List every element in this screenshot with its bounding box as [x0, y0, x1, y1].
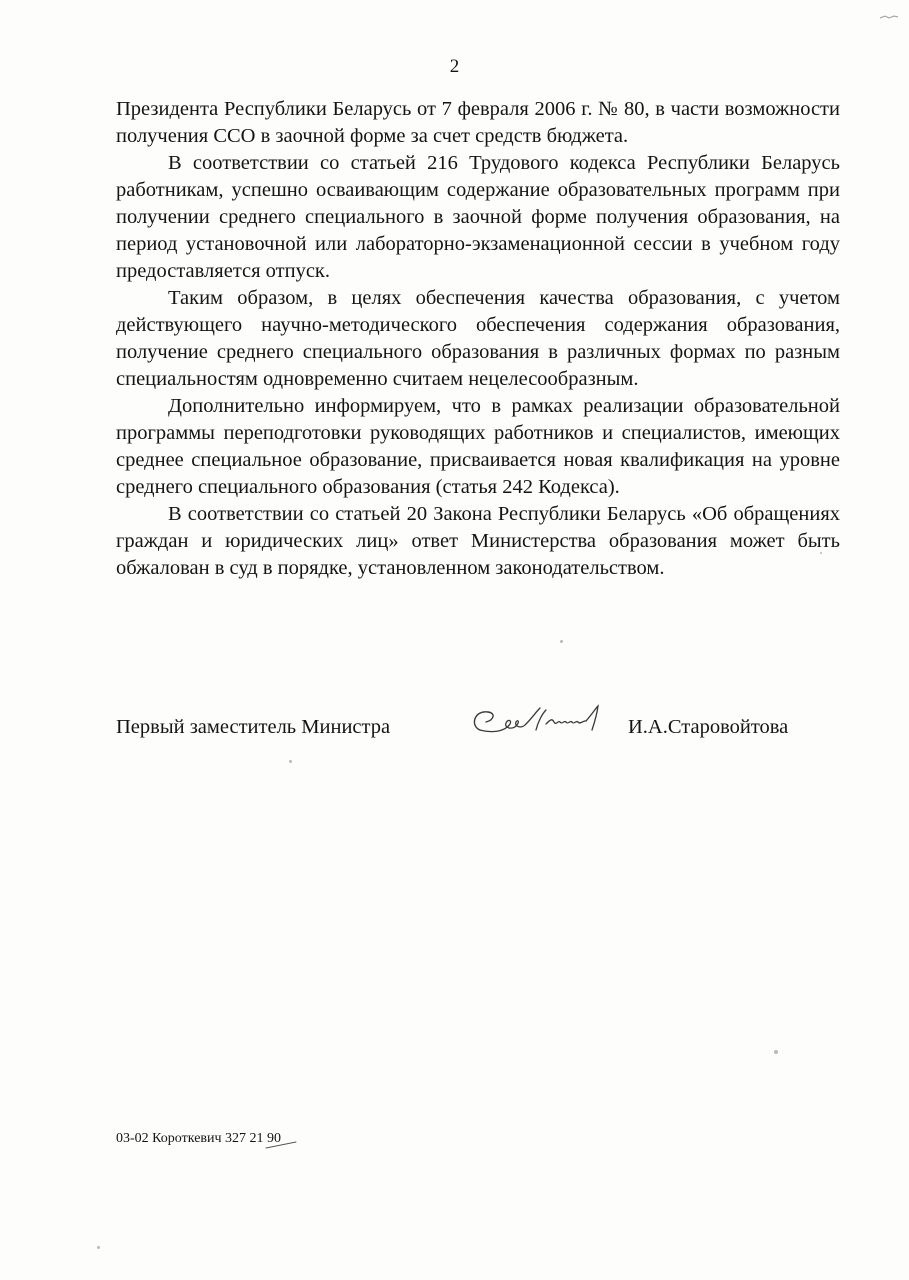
paragraph-labor-code: В соответствии со статьей 216 Трудового кодекса Республики Беларусь работникам, успешно осваивающим содержание образовательных программ при получении среднего специального в заочной форме получения образования, на период установочной или лабораторно-экзаменационной сессии в учебном году предоставляется отпуск. — [116, 152, 840, 282]
scan-speck — [820, 552, 822, 554]
signer-name: И.А.Старовойтова — [628, 716, 789, 738]
paragraph-continuation: Президента Республики Беларусь от 7 февраля 2006 г. № 80, в части возможности получения ССО в заочной форме за счет средств бюджета. — [116, 98, 840, 147]
paragraph-appeal: В соответствии со статьей 20 Закона Республики Беларусь «Об обращениях граждан и юридических лиц» ответ Министерства образования может быть обжалован в суд в порядке, установленном законодательством. — [116, 503, 840, 579]
scan-artifact-mark — [879, 14, 899, 20]
scan-speck — [560, 640, 563, 643]
signer-title: Первый заместитель Министра — [116, 716, 391, 738]
letter-body — [116, 96, 840, 582]
scan-speck — [97, 1246, 100, 1249]
signature-block — [116, 700, 840, 760]
paragraph-retraining: Дополнительно информируем, что в рамках реализации образовательной программы переподготовки руководящих работников и специалистов, имеющих среднее специальное образование, присваивается новая квалификация на уровне среднего специального образования (статья 242 Кодекса). — [116, 395, 840, 498]
page-number: 2 — [449, 56, 460, 77]
scan-speck — [774, 1050, 778, 1054]
executor-note: 03-02 Короткевич 327 21 90 — [116, 1131, 282, 1146]
handwritten-tick — [262, 1138, 302, 1152]
scan-speck — [289, 760, 292, 763]
paragraph-conclusion: Таким образом, в целях обеспечения качества образования, с учетом действующего научно-методического обеспечения содержания образования, получение среднего специального образования в различных формах по разным специальностям одновременно считаем нецелесообразным. — [116, 287, 840, 390]
handwritten-signature — [466, 700, 626, 744]
